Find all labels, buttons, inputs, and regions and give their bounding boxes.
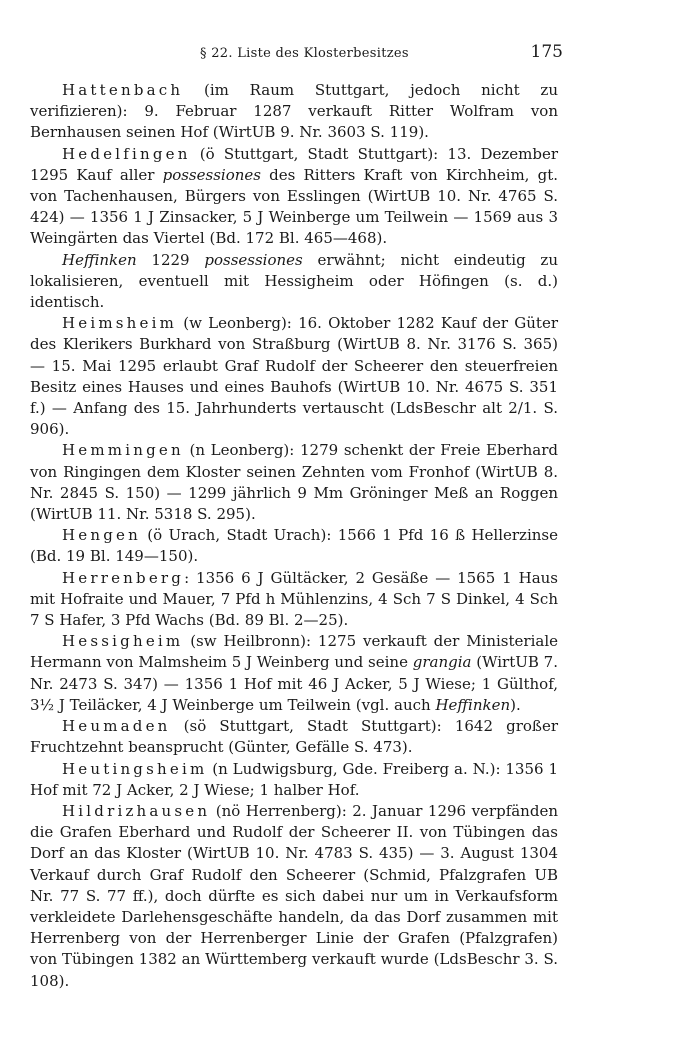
place-name: Hessigheim [62,632,184,651]
entry-heimsheim [30,313,558,440]
entry-hedelfingen [30,144,558,250]
latin-term: possessiones [162,165,261,184]
entry-text: (nö Herrenberg): 2. Januar 1296 verpfänden die Grafen Eberhard und Rudolf der Scheerer II. von Tübingen das Dorf an das Kloster (WirtUB 10. Nr. 4783 S. 435) — 3. August 1304 Verkauf durch Graf Rudolf den Scheerer (Schmid, Pfalzgrafen UB Nr. 77 S. 77 ff.), doch dürfte es sich dabei nur um in Verkaufsform verkleidete Darlehensgeschäfte handeln, da das Dorf zusammen mit Herrenberg von der Herrenberger Linie der Grafen (Pfalzgrafen) von Tübingen 1382 an Württemberg verkauft wurde (LdsBeschr 3. S. 108). [30,801,558,990]
place-name: Hedelfingen [62,144,191,163]
place-name: Heutingsheim [62,759,208,778]
entry-text: (im Raum Stuttgart, jedoch nicht zu verifizieren): 9. Februar 1287 verkauft Ritter Wolfram von Bernhausen seinen Hof (WirtUB 9. Nr. 3603 S. 119). [30,81,558,142]
entry-text: (WirtUB 7. Nr. 2473 S. 347) — 1356 1 Hof mit 46 J Acker, 5 J Wiese; 1 Gülthof, 3½ J Teiläcker, 4 J Weinberge um Teilwein (vgl. auch [30,653,558,714]
entry-text: des Ritters Kraft von Kirchheim, gt. von Tachenhausen, Bürgers von Esslingen (WirtUB 10. Nr. 4765 S. 424) — 1356 1 J Zinsacker, 5 J Weinberge um Teilwein — 1569 aus 3 Weingärten das Viertel (Bd. 172 Bl. 465—468). [30,165,558,248]
cross-reference: Heffinken [435,695,511,714]
entry-hengen [30,525,558,567]
entry-hessigheim [30,631,558,716]
place-name: Heffinken [62,250,137,269]
entry-text: (ö Stuttgart, Stadt Stuttgart): 13. Dezember 1295 Kauf aller [30,144,558,184]
place-name: Herrenberg [62,568,185,587]
place-name: Hengen [62,526,141,545]
entry-text: : 1356 6 J Gültäcker, 2 Gesäße — 1565 1 Haus mit Hofraite und Mauer, 7 Pfd h Mühlenzins, 4 Sch 7 S Dinkel, 4 Sch 7 S Hafer, 3 Pfd Wachs (Bd. 89 Bl. 2—25). [30,568,558,630]
entry-text: erwähnt; nicht eindeutig zu lokalisieren, eventuell mit Hessigheim oder Höfingen (s. d.) identisch. [30,250,558,312]
entry-heutingsheim [30,759,558,801]
entry-text: ). [510,695,521,714]
entry-herrenberg [30,568,558,632]
entry-text: 1229 [136,250,205,269]
place-name: Hildrizhausen [62,801,211,820]
entry-list [30,80,558,992]
entry-text: (sö Stuttgart, Stadt Stuttgart): 1642 großer Fruchtzehnt beansprucht (Günter, Gefälle S. 473). [30,717,558,757]
page-number: 175 [530,42,563,62]
entry-text: (n Leonberg): 1279 schenkt der Freie Eberhard von Ringingen dem Kloster seinen Zehnten vom Fronhof (WirtUB 8. Nr. 2845 S. 150) — 1299 jährlich 9 Mm Gröninger Meß an Roggen (WirtUB 11. Nr. 5318 S. 295). [30,441,558,524]
entry-hildrizhausen [30,801,558,992]
entry-text: (w Leonberg): 16. Oktober 1282 Kauf der Güter des Klerikers Burkhard von Straßburg (WirtUB 8. Nr. 3176 S. 365) — 15. Mai 1295 erlaubt Graf Rudolf der Scheerer den steuerfreien Besitz eines Hauses und eines Bauhofs (WirtUB 10. Nr. 4675 S. 351 f.) — Anfang des 15. Jahrhunderts vertauscht (LdsBeschr alt 2/1. S. 906). [30,314,558,439]
place-name: Hattenbach [62,81,184,99]
place-name: Heimsheim [62,314,178,333]
page-header [30,42,563,66]
latin-term: possessiones [204,250,303,269]
entry-text: (n Ludwigsburg, Gde. Freiberg a. N.): 1356 1 Hof mit 72 J Acker, 2 J Wiese; 1 halber Hof. [30,759,558,799]
place-name: Hemmingen [62,441,184,460]
entry-heffinken [30,250,558,314]
entry-heumaden [30,716,558,758]
place-name: Heumaden [62,717,171,736]
entry-text: (ö Urach, Stadt Urach): 1566 1 Pfd 16 ß Hellerzinse (Bd. 19 Bl. 149—150). [30,526,558,566]
entry-text: (sw Heilbronn): 1275 verkauft der Ministeriale Hermann von Malmsheim 5 J Weinberg und seine [30,632,558,672]
entry-hemmingen [30,440,558,525]
running-head: § 22. Liste des Klosterbesitzes [200,46,409,61]
latin-term: grangia [412,653,472,672]
entry-hattenbach [30,80,558,144]
